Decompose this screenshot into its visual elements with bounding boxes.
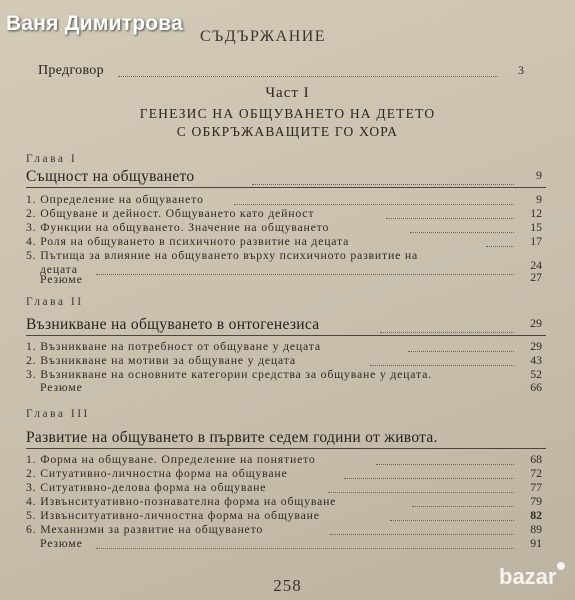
toc-item: 2. Ситуативно-личностна форма на общуване xyxy=(26,466,288,480)
dot-leader xyxy=(96,274,514,275)
toc-item-page: 15 xyxy=(530,220,542,234)
toc-item-page: 9 xyxy=(536,192,542,206)
toc-item: 5. Пътища за влияние на общуването върху психичното развитие на xyxy=(26,248,419,262)
toc-item-page: 29 xyxy=(530,339,542,353)
toc-item: 1. Определение на общуването xyxy=(26,192,204,206)
chapter-rule xyxy=(26,448,546,449)
toc-item: 1. Форма на общуване. Определение на понятието xyxy=(26,452,316,466)
toc-item-page: 12 xyxy=(530,206,542,220)
part-title: Част I xyxy=(265,85,310,101)
toc-item-page: 17 xyxy=(530,234,542,248)
dot-leader xyxy=(344,478,514,479)
toc-title: СЪДЪРЖАНИЕ xyxy=(200,28,327,45)
chapter-rule xyxy=(26,335,546,336)
dot-leader xyxy=(234,204,514,205)
toc-item: 6. Механизми за развитие на общуването xyxy=(26,522,264,536)
toc-item-page: 77 xyxy=(530,480,542,494)
dot-leader xyxy=(408,351,514,352)
chapter-label: Глава III xyxy=(26,408,90,420)
dot-leader xyxy=(118,76,498,77)
toc-item: 4. Извънситуативно-познавателна форма на общуване xyxy=(26,494,337,508)
chapter-heading: Същност на общуването xyxy=(26,168,195,185)
page-number: 258 xyxy=(273,576,302,595)
toc-item-page: 91 xyxy=(530,536,542,550)
summary-label: Резюме xyxy=(40,272,83,286)
chapter-heading: Развитие на общуването в първите седем години от живота. xyxy=(26,429,438,446)
toc-item: 1. Възникване на потребност от общуване у децата xyxy=(26,339,321,353)
dot-leader xyxy=(376,464,514,465)
dot-leader xyxy=(386,218,514,219)
chapter-page: 9 xyxy=(536,168,542,182)
chapter-heading: Възникване на общуването в онтогенезиса xyxy=(26,316,320,333)
toc-item-page: 79 xyxy=(530,494,542,508)
toc-item: 3. Възникване на основните категории средства за общуване у децата. xyxy=(26,367,432,381)
dot-leader xyxy=(252,184,514,185)
dot-leader xyxy=(330,534,514,535)
toc-item-page: 72 xyxy=(530,466,542,480)
toc-item: 2. Общуване и дейност. Общуването като дейност xyxy=(26,206,315,220)
chapter-page: 29 xyxy=(530,316,542,330)
toc-item: 4. Роля на общуването в психичното развитие на децата xyxy=(26,234,350,248)
dot-leader xyxy=(328,492,514,493)
dot-leader xyxy=(370,365,514,366)
toc-item-page: 43 xyxy=(530,353,542,367)
toc-item-page: 68 xyxy=(530,452,542,466)
summary-label: Резюме xyxy=(40,536,83,550)
dot-leader xyxy=(96,548,514,549)
seller-name-overlay: Ваня Димитрова xyxy=(6,12,183,35)
dot-leader xyxy=(410,232,514,233)
toc-item: 3. Ситуативно-делова форма на общуване xyxy=(26,480,267,494)
toc-item: 5. Извънситуативно-личностна форма на общуване xyxy=(26,508,320,522)
dot-leader xyxy=(390,520,514,521)
toc-item-page: 66 xyxy=(530,380,542,394)
bazar-logo-icon xyxy=(495,556,571,596)
toc-item-page: 24 xyxy=(530,258,542,272)
toc-item-page: 89 xyxy=(530,522,542,536)
toc-item-page: 82 xyxy=(530,508,542,522)
preface-page: 3 xyxy=(518,63,524,77)
part-subtitle-line2: С ОБКРЪЖАВАЩИТЕ ГО ХОРА xyxy=(176,124,399,139)
dot-leader xyxy=(380,332,514,333)
toc-item: 3. Функции на общуването. Значение на общуването xyxy=(26,220,330,234)
toc-item: 2. Възникване на мотиви за общуване у децата xyxy=(26,353,296,367)
summary-label: Резюме xyxy=(40,380,83,394)
toc-item: децата xyxy=(40,262,78,276)
chapter-rule xyxy=(26,187,546,188)
toc-item-page: 52 xyxy=(530,367,542,381)
dot-leader xyxy=(486,246,514,247)
chapter-label: Глава I xyxy=(26,153,78,165)
chapter-label: Глава II xyxy=(26,296,84,308)
svg-text:bazar: bazar xyxy=(499,564,557,589)
toc-item-page: 27 xyxy=(530,270,542,284)
part-subtitle-line1: ГЕНЕЗИС НА ОБЩУВАНЕТО НА ДЕТЕТО xyxy=(139,106,436,121)
dot-leader xyxy=(412,506,514,507)
preface-label: Предговор xyxy=(38,63,104,78)
